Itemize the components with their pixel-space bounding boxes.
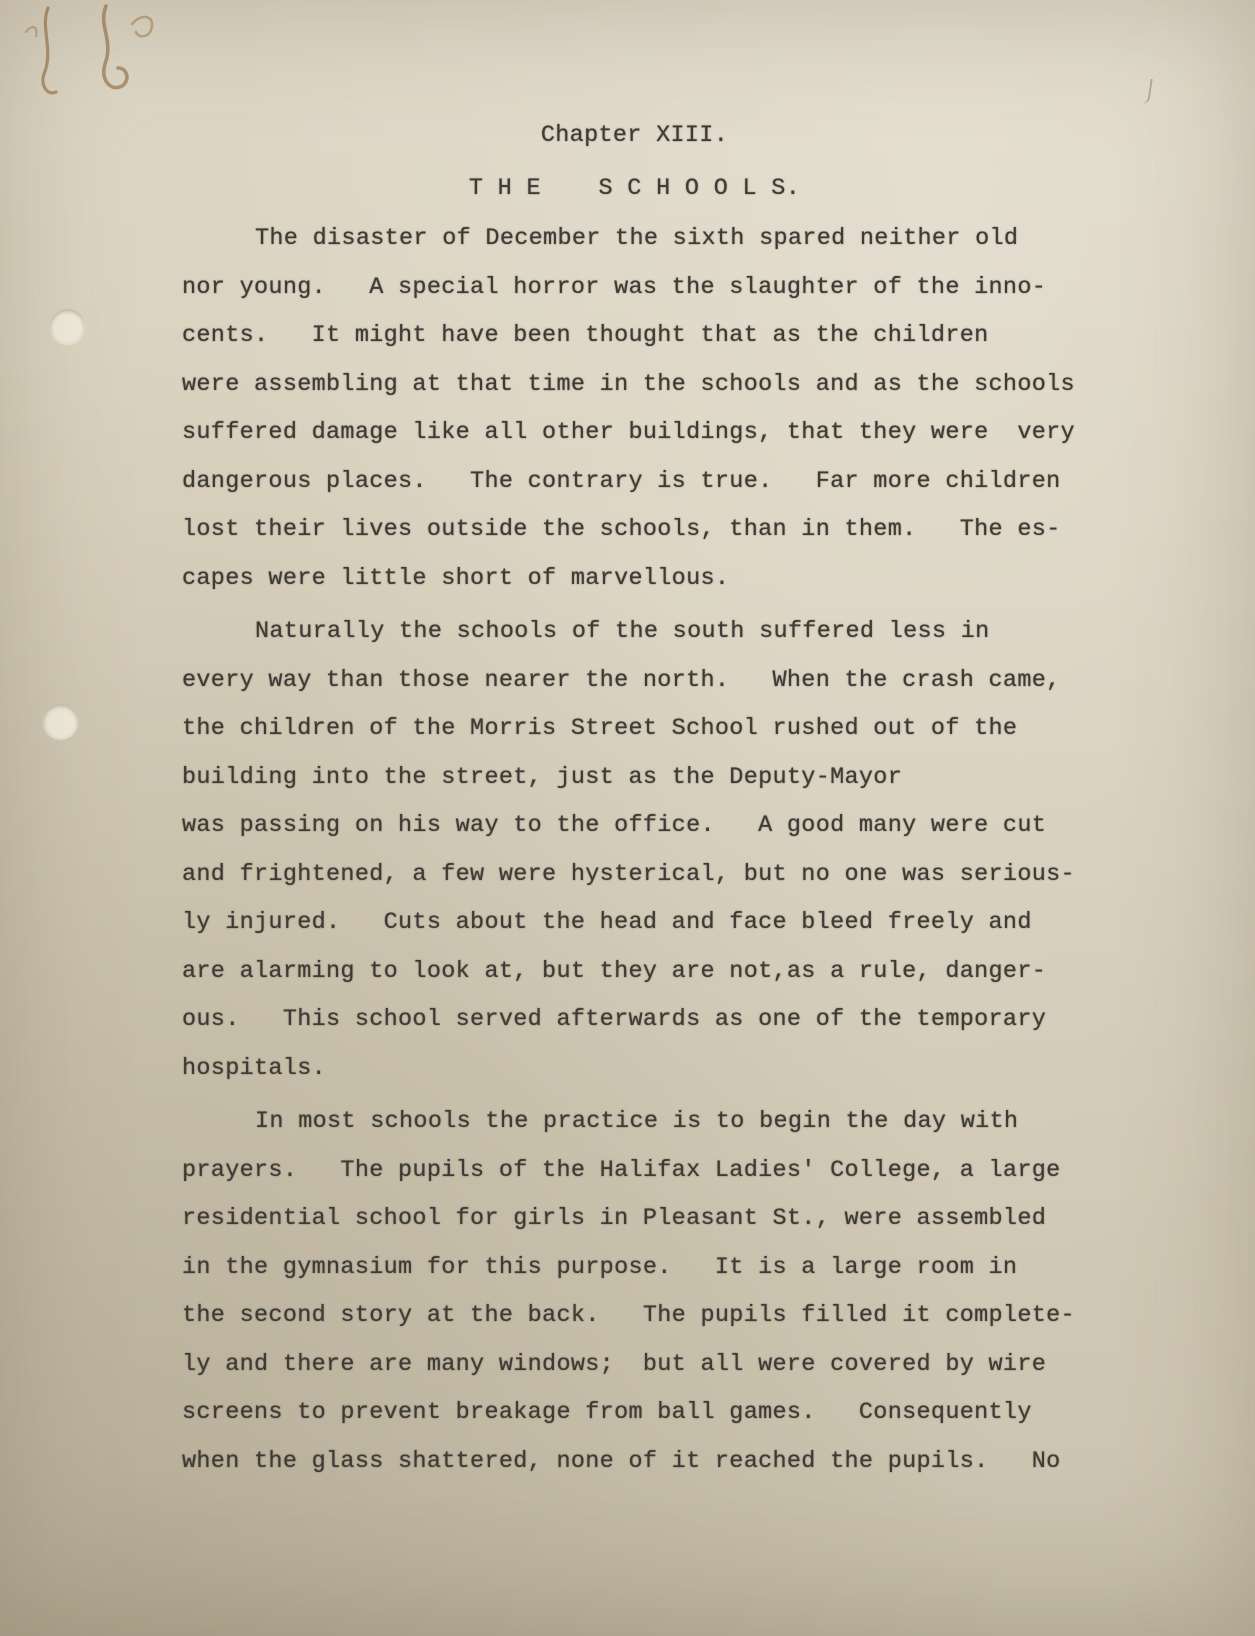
text-line: the second story at the back. The pupils filled it complete- <box>182 1302 1075 1329</box>
text-line: are alarming to look at, but they are not,as a rule, danger- <box>182 957 1047 985</box>
text-line: lost their lives outside the schools, than in them. The es- <box>182 516 1061 543</box>
text-line: in the gymnasium for this purpose. It is a large room in <box>182 1253 1018 1281</box>
text-line: when the glass shattered, none of it reached the pupils. No <box>182 1447 1061 1475</box>
text-line: ly and there are many windows; but all were covered by wire <box>182 1350 1047 1378</box>
text-line: residential school for girls in Pleasant St., were assembled <box>182 1205 1047 1232</box>
text-line: was passing on his way to the office. A good many were cut <box>182 812 1047 839</box>
paragraph-3 <box>182 1098 1087 1486</box>
text-line: were assembling at that time in the schools and as the schools <box>182 370 1075 398</box>
text-line: Naturally the schools of the south suffered less in <box>255 618 990 645</box>
paragraph-2 <box>182 608 1087 1093</box>
text-line: ous. This school served afterwards as one of the temporary <box>182 1006 1047 1033</box>
text-line: screens to prevent breakage from ball games. Consequently <box>182 1399 1032 1426</box>
text-line: building into the street, just as the Deputy-Mayor <box>182 763 903 791</box>
text-line: dangerous places. The contrary is true. Far more children <box>182 467 1061 495</box>
text-line: prayers. The pupils of the Halifax Ladies' College, a large <box>182 1156 1061 1184</box>
text-line: and frightened, a few were hysterical, but no one was serious- <box>182 860 1075 888</box>
text-line: cents. It might have been thought that as the children <box>182 322 989 349</box>
text-line: ly injured. Cuts about the head and face bleed freely and <box>182 909 1032 936</box>
text-line: In most schools the practice is to begin the day with <box>255 1108 1019 1135</box>
paragraph-1 <box>182 215 1087 603</box>
text-line: the children of the Morris Street School rushed out of the <box>182 715 1018 742</box>
text-line: every way than those nearer the north. When the crash came, <box>182 666 1061 694</box>
rust-stain-mark <box>8 2 173 117</box>
page-crease-mark <box>1137 77 1153 104</box>
punch-hole-bottom <box>43 704 78 739</box>
text-line: suffered damage like all other buildings, that they were very <box>182 419 1075 446</box>
chapter-heading: Chapter XIII. <box>540 122 729 149</box>
text-line: capes were little short of marvellous. <box>182 564 730 592</box>
typewritten-text-block <box>182 112 1087 1486</box>
text-line: The disaster of December the sixth spared neither old <box>255 225 1019 252</box>
text-line: nor young. A special horror was the slaughter of the inno- <box>182 273 1047 301</box>
punch-hole-top <box>50 309 85 344</box>
section-heading: T H E S C H O O L S. <box>468 174 801 202</box>
text-line: hospitals. <box>182 1054 327 1082</box>
